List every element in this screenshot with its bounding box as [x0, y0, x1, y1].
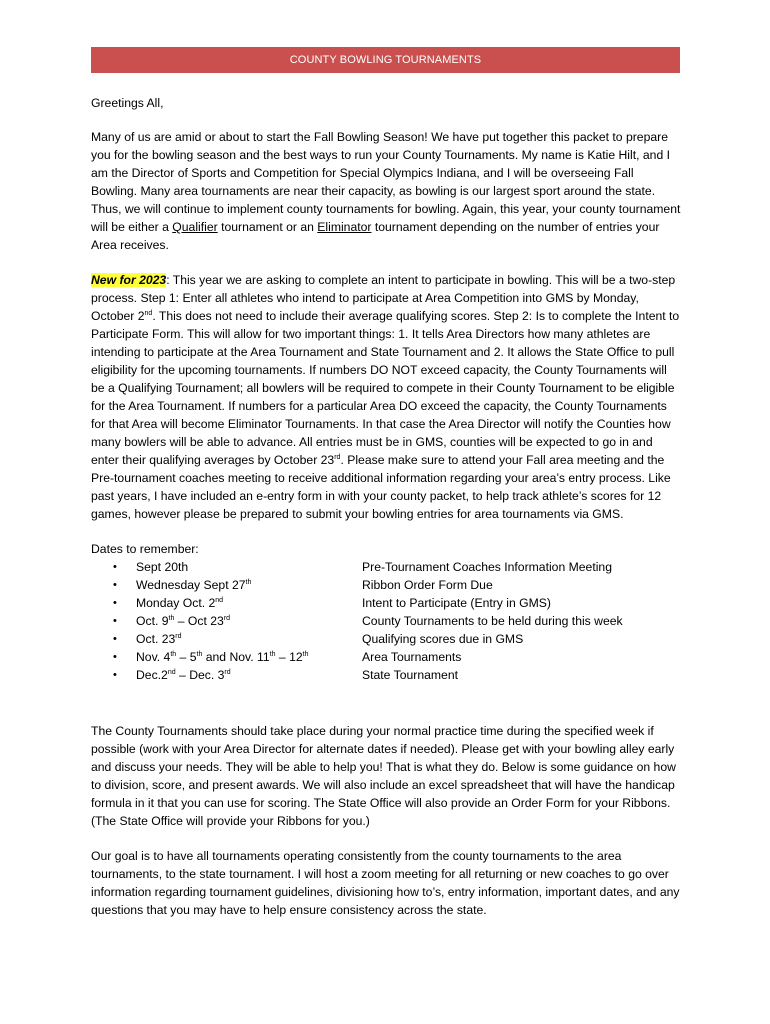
- date-description: Area Tournaments: [362, 650, 462, 664]
- bullet-icon: •: [113, 597, 117, 609]
- document-body: [91, 94, 681, 936]
- new-text-1: : This year we are asking to complete an intent to participate in bowling. This will be a two-step process. Step 1: Enter all athletes who intend to participate at Area Competition into GMS by Monday, October 2: [91, 273, 676, 323]
- new-sup-2: rd: [334, 453, 341, 461]
- date-label: Monday Oct. 2nd: [136, 596, 224, 610]
- bullet-icon: •: [113, 561, 117, 573]
- new-text-3: . Please make sure to attend your Fall area meeting and the Pre-tournament coaches meeting to receive additional information regarding your area’s entry process. Like past years, I have included an e-entry form in with your county packet, to help track athlete’s scores for 12 games, however please be prepared to submit your bowling entries for area tournaments via GMS.: [91, 453, 671, 521]
- date-description: County Tournaments to be held during this week: [362, 614, 623, 628]
- new-for-2023-paragraph: [91, 271, 681, 523]
- date-label: Oct. 9th – Oct 23rd: [136, 614, 231, 628]
- date-description: Intent to Participate (Entry in GMS): [362, 596, 551, 610]
- date-label: Dec.2nd – Dec. 3rd: [136, 668, 231, 682]
- date-item: [91, 612, 681, 630]
- intro-text-2: tournament or an: [217, 220, 318, 234]
- date-item: [91, 666, 681, 684]
- qualifier-term: Qualifier: [172, 220, 218, 234]
- date-item: [91, 630, 681, 648]
- date-label: Wednesday Sept 27th: [136, 578, 252, 592]
- date-description: Pre-Tournament Coaches Information Meeting: [362, 560, 612, 574]
- date-description: Qualifying scores due in GMS: [362, 632, 524, 646]
- bullet-icon: •: [113, 651, 117, 663]
- date-description: State Tournament: [362, 668, 458, 682]
- date-item: [91, 594, 681, 612]
- new-sup-1: nd: [144, 309, 153, 317]
- page-title-banner: COUNTY BOWLING TOURNAMENTS: [91, 47, 680, 73]
- eliminator-term: Eliminator: [317, 220, 372, 234]
- date-item: [91, 576, 681, 594]
- date-item: [91, 648, 681, 666]
- new-text-2: . This does not need to include their average qualifying scores. Step 2: Is to complete the Intent to Participate Form. This will allow for two important things: 1. It tells Area Directors how many athletes are intending to participate at the Area Tournament and State Tournament and 2. It allows the State Office to pull eligibility for the upcoming tournaments. If numbers DO NOT exceed capacity, the County Tournaments will be a Qualifying Tournament; all bowlers will be required to compete in their County Tournament to be eligible for the Area Tournament. If numbers for a particular Area DO exceed the capacity, the County Tournaments for that Area will become Eliminator Tournaments. In that case the Area Director will notify the Counties how many bowlers will be able to advance. All entries must be in GMS, counties will be expected to go in and enter their qualifying averages by October 23: [91, 309, 680, 467]
- date-label: Oct. 23rd: [136, 632, 182, 646]
- dates-list: [91, 558, 681, 684]
- date-label: Sept 20th: [136, 560, 189, 574]
- goal-paragraph: Our goal is to have all tournaments operating consistently from the county tournaments to the area tournaments, to the state tournament. I will host a zoom meeting for all returning or new coaches to go over information regarding tournament guidelines, divisioning how to’s, entry information, important dates, and any questions that you may have to help ensure consistency across the state.: [91, 849, 680, 917]
- intro-text-1: Many of us are amid or about to start the Fall Bowling Season! We have put together this packet to prepare you for the bowling season and the best ways to run your County Tournaments. My name is Katie Hilt, and I am the Director of Sports and Competition for Special Olympics Indiana, and I will be overseeing Fall Bowling. Many area tournaments are near their capacity, as bowling is our largest sport around the state. Thus, we will continue to implement county tournaments for bowling. Again, this year, your county tournament will be either a: [91, 130, 681, 234]
- bullet-icon: •: [113, 579, 117, 591]
- date-description: Ribbon Order Form Due: [362, 578, 493, 592]
- intro-paragraph: [91, 128, 681, 254]
- date-label: Nov. 4th – 5th and Nov. 11th – 12th: [136, 650, 309, 664]
- greeting: Greetings All,: [91, 96, 164, 110]
- bullet-icon: •: [113, 669, 117, 681]
- bullet-icon: •: [113, 633, 117, 645]
- date-item: [91, 558, 681, 576]
- dates-title: Dates to remember:: [91, 542, 199, 556]
- county-tournaments-paragraph: The County Tournaments should take place during your normal practice time during the specified week if possible (work with your Area Director for alternate dates if needed). Please get with your bowling alley early and discuss your needs. They will be able to help you! That is what they do. Below is some guidance on how to division, score, and present awards. We will also include an excel spreadsheet that will have the handicap formula in it that you can use for scoring. The State Office will also provide an Order Form for your Ribbons. (The State Office will provide your Ribbons for you.): [91, 724, 676, 828]
- intro-text-3: tournament depending on the number of entries your Area receives.: [91, 220, 660, 252]
- bullet-icon: •: [113, 615, 117, 627]
- new-for-2023-highlight: New for 2023: [91, 273, 167, 287]
